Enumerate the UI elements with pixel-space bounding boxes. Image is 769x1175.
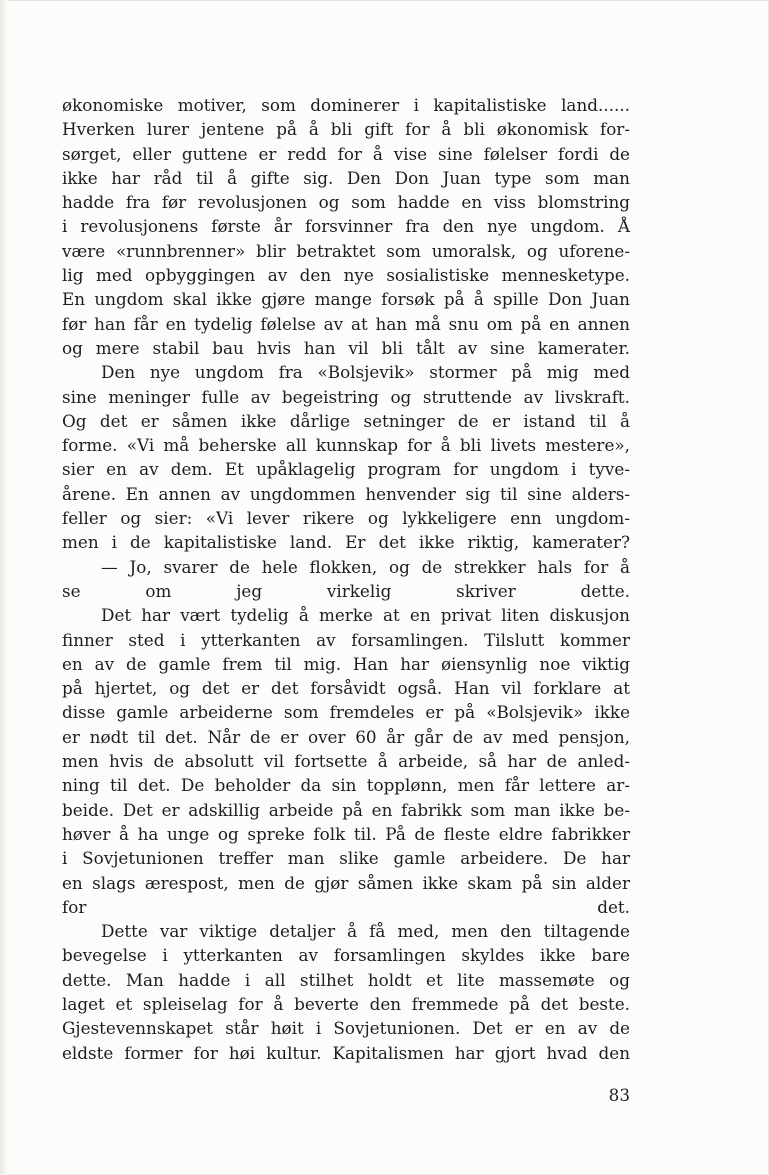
text-line: men i de kapitalistiske land. Er det ikke riktig, kamerater? (62, 532, 630, 553)
text-line: en av de gamle frem til mig. Han har øiensynlig noe viktig (62, 653, 630, 674)
text-line: Hverken lurer jentene på å bli gift for å bli økonomisk for- (62, 119, 630, 140)
text-line: i Sovjetunionen treffer man slike gamle arbeidere. De har (62, 848, 630, 869)
text-line: årene. En annen av ungdommen henvender sig til sine alders- (62, 483, 630, 504)
text-line: i revolusjonens første år forsvinner fra den nye ungdom. Å (62, 216, 630, 237)
text-line: Gjestevennskapet står høit i Sovjetunionen. Det er en av de (62, 1018, 630, 1039)
text-line: lig med opbyggingen av den nye sosialistiske mennesketype. (62, 265, 630, 286)
text-line: finner sted i ytterkanten av forsamlingen. Tilslutt kommer (62, 629, 630, 650)
text-line: men hvis de absolutt vil fortsette å arbeide, så har de anled- (62, 751, 630, 772)
text-line: ning til det. De beholder da sin topplønn, men får lettere ar- (62, 775, 630, 796)
page-edge-shadow (0, 0, 8, 1175)
text-line: og mere stabil bau hvis han vil bli tålt av sine kamerater. (62, 337, 630, 358)
body-text (62, 93, 630, 1065)
text-line: Og det er såmen ikke dårlige setninger de er istand til å (62, 410, 630, 431)
text-line: sier en av dem. Et upåklagelig program for ungdom i tyve- (62, 459, 630, 480)
text-line: sine meninger fulle av begeistring og struttende av livskraft. (62, 386, 630, 407)
text-line: Dette var viktige detaljer å få med, men den tiltagende (101, 921, 630, 942)
text-line: bevegelse i ytterkanten av forsamlingen skyldes ikke bare (62, 945, 630, 966)
text-line: en slags ærespost, men de gjør såmen ikke skam på sin alder (62, 872, 630, 893)
text-line: eldste former for høi kultur. Kapitalismen har gjort hvad den (62, 1042, 630, 1063)
text-line: forme. «Vi må beherske all kunnskap for å bli livets mestere», (62, 435, 630, 456)
text-line: Det har vært tydelig å merke at en privat liten diskusjon (101, 605, 630, 626)
text-line: sørget, eller guttene er redd for å vise sine følelser fordi de (62, 143, 630, 164)
text-line: høver å ha unge og spreke folk til. På de fleste eldre fabrikker (62, 823, 630, 844)
text-line: feller og sier: «Vi lever rikere og lykkeligere enn ungdom- (62, 508, 630, 529)
paragraph-block (62, 93, 630, 1065)
text-line: beide. Det er adskillig arbeide på en fabrikk som man ikke be- (62, 799, 630, 820)
text-line: ikke har råd til å gifte sig. Den Don Juan type som man (62, 167, 630, 188)
text-line: Den nye ungdom fra «Bolsjevik» stormer på mig med (101, 362, 630, 383)
text-line: En ungdom skal ikke gjøre mange forsøk på å spille Don Juan (62, 289, 630, 310)
text-line: for det. (62, 896, 630, 917)
text-line: disse gamle arbeiderne som fremdeles er på «Bolsjevik» ikke (62, 702, 630, 723)
text-line: hadde fra før revolusjonen og som hadde en viss blomstring (62, 192, 630, 213)
text-line: økonomiske motiver, som dominerer i kapitalistiske land...... (62, 95, 630, 115)
text-line: dette. Man hadde i all stilhet holdt et lite massemøte og (62, 969, 630, 990)
text-line: er nødt til det. Når de er over 60 år går de av med pensjon, (62, 726, 630, 747)
text-line: se om jeg virkelig skriver dette. (62, 580, 630, 601)
page-number: 83 (608, 1085, 630, 1105)
text-line: på hjertet, og det er det forsåvidt også. Han vil forklare at (62, 678, 630, 699)
text-line: — Jo, svarer de hele flokken, og de strekker hals for å (101, 556, 630, 577)
text-line: være «runnbrenner» blir betraktet som umoralsk, og uforene- (62, 240, 630, 261)
text-line: laget et spleiselag for å beverte den fremmede på det beste. (62, 993, 630, 1014)
text-line: før han får en tydelig følelse av at han må snu om på en annen (62, 313, 630, 334)
